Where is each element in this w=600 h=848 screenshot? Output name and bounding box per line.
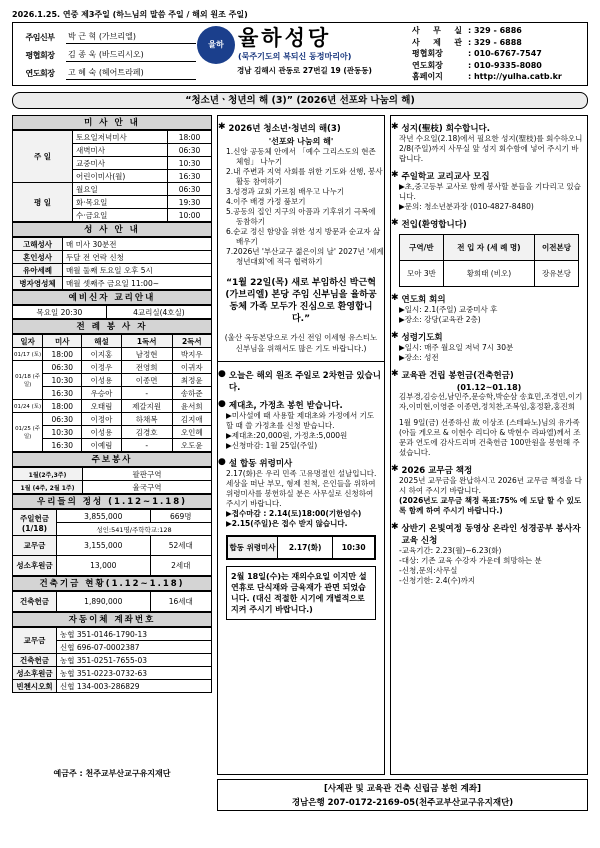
newcomer-table xyxy=(399,234,579,287)
tithe-heading xyxy=(391,464,587,476)
server-cell: 제갈지원 xyxy=(121,400,172,413)
offering-count: 669명 xyxy=(150,510,211,523)
service-title: 주보봉사 xyxy=(12,452,212,467)
server-cell: 10:30 xyxy=(43,426,82,439)
offering-note: 성인:541명/주학학교:128 xyxy=(57,523,212,536)
mass-table xyxy=(12,130,212,222)
mass-info-title: 미 사 안 내 xyxy=(12,115,212,130)
account-number: 농협 351-0251-7655-03 xyxy=(57,654,212,667)
church-name: 율하성당 xyxy=(238,25,332,50)
mass-time: 19:30 xyxy=(168,196,212,209)
offering-amount: 3,155,000 xyxy=(57,536,151,556)
circle-bullet-icon: ● xyxy=(218,457,226,467)
contact-value: : 010-6767-7547 xyxy=(468,49,542,58)
offering-count: 2세대 xyxy=(150,556,211,576)
candle-line: ▶미사설에 때 사용할 제대초와 가정에서 기도할 때 쓸 가정초를 신청 받습니다. xyxy=(226,411,375,430)
prayer-line: ▶장소: 성전 xyxy=(399,353,439,362)
offering-count: 52세대 xyxy=(150,536,211,556)
mass-time: 10:30 xyxy=(168,157,212,170)
tithe-note: (2026년도 교무금 책정 목표:75% 에 도달 할 수 있도록 함께 하여 주시기 바랍니다.) xyxy=(399,496,582,515)
prayer-line: ▶일시: 매주 월요일 저녁 7시 30분 xyxy=(399,343,514,352)
transfer-title: 자동이체 계좌번호 xyxy=(12,612,212,627)
deacon-line: ▶일시: 2.1(주일) 교중미사 후 xyxy=(399,305,498,314)
list-item: 5.공동의 집인 지구의 아픔과 기후위기 극복에 동참하기 xyxy=(226,207,376,226)
farewell-note: (울산 옥동본당으로 가신 전임 이세형 유스티노 신부님을 위해서도 많은 기도 바랍니다.) xyxy=(224,333,378,353)
sacrament-name: 유아세례 xyxy=(13,264,63,277)
server-cell: 이예림 xyxy=(82,439,121,452)
col-header: 이전본당 xyxy=(535,235,579,261)
deacon-line: ▶장소: 강당(교육관 2층) xyxy=(399,315,481,324)
server-date: 01/25 (주일) xyxy=(13,413,43,452)
col-header: 미사 xyxy=(43,335,82,348)
newcomer-area: 모아 3반 xyxy=(400,261,444,287)
memorial-time: 10:30 xyxy=(333,537,375,559)
youth-subtitle: '선포와 나눔의 해' xyxy=(268,137,334,146)
contact-key: 사 무 실 xyxy=(412,26,462,35)
gear-icon: ✱ xyxy=(391,122,399,132)
palm-heading xyxy=(391,122,587,134)
church-address: 경남 김해시 관동로 27번길 19 (관동동) xyxy=(237,66,372,75)
server-cell: 이성용 xyxy=(82,426,121,439)
account-number: 신협 696-07-0002387 xyxy=(57,641,212,654)
server-cell: 이귀자 xyxy=(172,361,211,374)
catechism-time: 목요일 20:30 xyxy=(13,306,107,319)
mass-name: 새벽미사 xyxy=(73,144,168,157)
server-cell: - xyxy=(121,439,172,452)
offering-title: 우리들의 정성 (1.12~1.18) xyxy=(12,494,212,509)
server-cell: 이성용 xyxy=(82,374,121,387)
server-cell: 하채복 xyxy=(121,413,172,426)
mass-name: 토요일저녁미사 xyxy=(73,131,168,144)
col-header: 구역/반 xyxy=(400,235,444,261)
gear-icon: ✱ xyxy=(391,369,399,379)
right-column xyxy=(390,115,588,775)
catechism-table xyxy=(12,305,212,319)
palm-text: 작년 수요일(2.18)에서 필요한 성지(聖枝)를 회수하오니 2/8(주일)까지 사무실 앞 성지 회수함에 넣어 주시기 바랍니다. xyxy=(399,134,583,163)
mass-time: 16:30 xyxy=(168,170,212,183)
server-cell: 10:30 xyxy=(43,374,82,387)
deacon-title: 연도회 회의 xyxy=(401,295,446,305)
overseas-text: 오늘은 해외 원조 주일로 2차헌금 있습니다. xyxy=(228,371,381,393)
newcomer-parish: 장유본당 xyxy=(535,261,579,287)
bible-heading xyxy=(391,522,587,546)
edu-thanks: 1월 9일(금) 선종하신 故 이상조 (스테파노)님의 유가족(아들 게오르 & 이현수 리디아 & 박현수 라파엘)께서 조문과 연도에 감사드리며 건축헌금 100만원을 봉헌해 주셨습니다. xyxy=(399,418,581,457)
deacon-heading xyxy=(391,293,587,305)
memorial-date: 2.17(화) xyxy=(278,537,333,559)
server-cell: 오인혜 xyxy=(172,426,211,439)
candle-title: 제대초, 가정초 봉헌 받습니다. xyxy=(228,401,343,411)
left-column xyxy=(12,115,212,693)
bible-line: -신청,문의:사무실 xyxy=(399,566,458,575)
weekday-label: 평 일 xyxy=(13,183,73,222)
account-label: 건축헌금 xyxy=(13,654,57,667)
contact-key: 평협회장 xyxy=(412,49,443,58)
pastor-role: 주임신부 xyxy=(25,32,55,42)
teacher-line: ▶초,중고등부 교사로 함께 봉사할 분들을 기다리고 있습니다. xyxy=(399,182,581,201)
list-item: 7.2026년 '부산교구 젊은이의 날' 2027년 '세계청년대회'에 적극 협력하기 xyxy=(226,247,384,266)
service-week: 1월 (4주, 2월 1주) xyxy=(13,481,83,494)
server-cell: 이정우 xyxy=(82,361,121,374)
sacrament-name: 고해성사 xyxy=(13,238,63,251)
col-header: 2독서 xyxy=(172,335,211,348)
donation-account-number: 경남은행 207-0172-2169-05(천주교부산교구유지재단) xyxy=(291,798,514,808)
memorial-box xyxy=(226,535,376,560)
pastor-row xyxy=(14,46,196,64)
offering-label: 교무금 xyxy=(13,536,57,556)
youth-heading xyxy=(218,122,384,134)
overseas-heading xyxy=(218,369,384,393)
pastor-name: 김 종 욱 (바드리시오) xyxy=(66,48,196,62)
pastor-list xyxy=(14,28,196,82)
gear-icon: ✱ xyxy=(391,331,399,341)
server-cell: 박지우 xyxy=(172,348,211,361)
ash-wednesday-note: 2월 18일(수)는 재의수요일 이지만 설연휴로 단식재와 금육재가 관면 되었습니다. (대신 적절한 시기에 개별적으로 지켜 주시기 바랍니다.) xyxy=(226,566,376,620)
contact-value: : 010-9335-8080 xyxy=(468,60,542,70)
building-amount: 1,890,000 xyxy=(57,592,151,612)
offering-label: 성소후원금 xyxy=(13,556,57,576)
contact-value: : 329 - 6886 xyxy=(468,26,522,35)
account-number: 농협 351-0223-0732-63 xyxy=(57,667,212,680)
sacrament-table xyxy=(12,237,212,290)
circle-bullet-icon: ● xyxy=(218,369,226,379)
server-cell: 최정윤 xyxy=(172,374,211,387)
list-item: 4.이주 배경 가정 품보기 xyxy=(226,197,306,206)
homepage-link[interactable]: : http://yulha.catb.kr xyxy=(468,72,562,81)
newcomer-heading xyxy=(391,218,587,230)
service-area: 팔판구역 xyxy=(83,468,212,481)
list-item: 3.성경과 교회 가르침 배우고 나누기 xyxy=(226,187,345,196)
church-logo-icon: 율하 xyxy=(197,26,235,64)
youth-title: 2026년 청소년·청년의 해(3) xyxy=(228,124,341,134)
newcomer-title: 전입(환영합니다) xyxy=(401,220,467,230)
account-owner: 예금주 : 천주교부산교구유지재단 xyxy=(53,769,171,778)
gear-icon: ✱ xyxy=(391,170,399,180)
date-line: 2026.1.25. 연중 제3주일 (하느님의 말씀 주일 / 해외 원조 주일) xyxy=(12,10,248,19)
circle-bullet-icon: ● xyxy=(218,399,226,409)
tithe-text: 2025년 교무금을 완납하시고 2026년 교무금 책정을 다시 하여 주시기 바랍니다. xyxy=(399,476,582,495)
contact-row xyxy=(412,25,588,37)
server-cell: 윤서희 xyxy=(172,400,211,413)
building-title: 건축기금 현황(1.12~1.18) xyxy=(12,576,212,591)
youth-list xyxy=(218,147,384,267)
memorial-deadline: ▶접수마감 : 2.14(토)18:00(기한엄수) xyxy=(226,509,362,518)
building-count: 16세대 xyxy=(150,592,211,612)
sacrament-info: 매 미사 30분전 xyxy=(63,238,212,251)
sacrament-name: 병자영성체 xyxy=(13,277,63,290)
offering-table xyxy=(12,509,212,576)
teacher-heading xyxy=(391,170,587,182)
memorial-label: 합동 위령미사 xyxy=(228,537,278,559)
server-cell: 이지홍 xyxy=(82,348,121,361)
sacrament-info: 두달 전 연락 신청 xyxy=(63,251,212,264)
mass-name: 월요일 xyxy=(73,183,168,196)
sacrament-title: 성 사 안 내 xyxy=(12,222,212,237)
edu-period: (01.12~01.18) xyxy=(456,383,522,392)
catechism-title: 예비신자 교리안내 xyxy=(12,290,212,305)
server-cell: 송하준 xyxy=(172,387,211,400)
mass-name: 교중미사 xyxy=(73,157,168,170)
contact-row xyxy=(412,60,588,72)
contact-value: : 329 - 6888 xyxy=(468,37,522,47)
gear-icon: ✱ xyxy=(391,293,399,303)
welcome-quote: “1월 22일(목) 새로 부임하신 박근혁(가브리엘) 본당 주임 신부님을 율하공동체 가족 모두가 진심으로 환영합니다.” xyxy=(225,278,377,324)
palm-title: 성지(聖枝) 회수합니다. xyxy=(401,124,490,134)
server-cell: 06:30 xyxy=(43,361,82,374)
edu-donor-names: 김부경,김승선,남민주,문승학,박순삼 송효민,조경민,이기자,이미현,이영준 이종면,정치찬,조복임,홍정환,홍진희 xyxy=(399,392,583,411)
col-header: 해설 xyxy=(82,335,121,348)
pastor-name: 박 근 혁 (가브리엘) xyxy=(66,30,196,44)
account-number: 농협 351-0146-1790-13 xyxy=(57,628,212,641)
contact-row xyxy=(412,48,588,60)
server-cell: 18:00 xyxy=(43,348,82,361)
server-cell: 김지애 xyxy=(172,413,211,426)
pastor-role: 평협회장 xyxy=(25,50,55,60)
memorial-text: 2.17(화)은 우리 민족 고유명절인 설날입니다. 세상을 떠난 부모, 형제 친척, 은인들을 위하여 위령미사를 봉헌하실 분은 사무실로 신청하여 주시기 바랍니다. xyxy=(226,469,377,508)
mass-time: 06:30 xyxy=(168,144,212,157)
mass-time: 10:00 xyxy=(168,209,212,222)
prayer-title: 성령기도회 xyxy=(401,333,443,343)
server-cell: 18:00 xyxy=(43,400,82,413)
server-date: 01/24 (토) xyxy=(13,400,43,413)
sacrament-info: 매월 둘째 토요일 오후 5시 xyxy=(63,264,212,277)
building-label: 건축헌금 xyxy=(13,592,57,612)
pastor-role: 연도회장 xyxy=(25,68,55,78)
contact-row xyxy=(412,37,588,49)
server-cell: 06:30 xyxy=(43,413,82,426)
server-cell: - xyxy=(121,387,172,400)
candle-heading xyxy=(218,399,384,411)
gear-icon: ✱ xyxy=(391,464,399,474)
teacher-title: 주일학교 교리교사 모집 xyxy=(401,172,490,182)
memorial-table xyxy=(227,536,375,559)
memorial-title: 설 합동 위령미사 xyxy=(228,459,293,469)
server-date: 01/18 (주일) xyxy=(13,361,43,400)
col-header: 1독서 xyxy=(121,335,172,348)
list-item: 2.내 주변과 지역 사회를 위한 기도와 선행, 봉사활동 참여하기 xyxy=(226,167,383,186)
bible-line: -대상: 기존 교육 수강자 가운데 희망하는 분 xyxy=(399,556,542,565)
mass-time: 06:30 xyxy=(168,183,212,196)
col-header: 전 입 자 (세 례 명) xyxy=(443,235,534,261)
contact-row[interactable] xyxy=(412,71,588,83)
service-week: 1월(2주,3주) xyxy=(13,468,83,481)
offering-amount: 3,855,000 xyxy=(57,510,151,523)
edu-title: 교육관 건립 봉헌금(건축헌금) xyxy=(401,371,514,381)
account-number: 신협 134-003-286829 xyxy=(57,680,212,693)
sacrament-info: 매월 셋째주 금요일 11:00~ xyxy=(63,277,212,290)
candle-line: ▶제대초:20,000원, 가정초:5,000원 xyxy=(226,431,348,440)
contact-key: 연도회장 xyxy=(412,60,443,70)
service-table xyxy=(12,467,212,494)
server-date: 01/17 (토) xyxy=(13,348,43,361)
donation-account-title: [사제관 및 교육관 건축 신립금 봉헌 계좌] xyxy=(324,784,481,794)
theme-banner: “청소년ㆍ청년의 해 (3)” (2026년 선포와 나눔의 해) xyxy=(12,92,588,109)
mass-name: 어린이미사(월) xyxy=(73,170,168,183)
server-cell: 16:30 xyxy=(43,387,82,400)
newcomer-box xyxy=(399,234,579,287)
pastor-row xyxy=(14,64,196,82)
teacher-line: ▶문의: 청소년분과장 (010-4827-8480) xyxy=(399,202,534,211)
col-header: 일자 xyxy=(13,335,43,348)
pastor-name: 고 혜 숙 (헤어트라페) xyxy=(66,66,196,80)
sacrament-name: 혼인성사 xyxy=(13,251,63,264)
server-cell: 오태림 xyxy=(82,400,121,413)
memorial-deadline: ▶2.15(주일)은 접수 받지 않습니다. xyxy=(226,519,348,528)
servers-table xyxy=(12,334,212,452)
account-label: 성소후원금 xyxy=(13,667,57,680)
middle-column xyxy=(217,115,385,775)
church-motto: (묵주기도의 복되신 동정마리아) xyxy=(238,52,352,61)
contact-key: 사 제 관 xyxy=(412,37,462,47)
list-item: 6.순교 정신 함양을 위한 성지 방문과 순교자 삶 배우기 xyxy=(226,227,381,246)
pastor-row xyxy=(14,28,196,46)
tithe-title: 2026 교무금 책정 xyxy=(401,466,473,476)
gear-icon: ✱ xyxy=(391,218,399,228)
server-cell: 오도윤 xyxy=(172,439,211,452)
contact-list xyxy=(412,25,588,83)
bible-title: 상반기 온빛여정 동영상 온라인 성경공부 봉사자 교육 신청 xyxy=(401,524,581,546)
server-cell: 우승아 xyxy=(82,387,121,400)
server-cell: 전영희 xyxy=(121,361,172,374)
memorial-heading xyxy=(218,457,384,469)
account-label: 교무금 xyxy=(13,628,57,654)
candle-line: ▶신청마감: 1월 25일(주일) xyxy=(226,441,318,450)
newcomer-name: 황희태 (비오) xyxy=(443,261,534,287)
mass-name: 화·목요일 xyxy=(73,196,168,209)
prayer-heading xyxy=(391,331,587,343)
catechism-place: 4교리실(4호실) xyxy=(106,306,211,319)
server-cell: 이정아 xyxy=(82,413,121,426)
building-table xyxy=(12,591,212,612)
bible-line: -교육기간: 2.23(월)~6.23(화) xyxy=(399,546,502,555)
mass-time: 18:00 xyxy=(168,131,212,144)
divider xyxy=(218,361,384,362)
server-cell: 이종면 xyxy=(121,374,172,387)
edu-heading xyxy=(391,369,587,381)
servers-title: 전 례 봉 사 자 xyxy=(12,319,212,334)
server-cell: 16:30 xyxy=(43,439,82,452)
server-cell: 남정현 xyxy=(121,348,172,361)
service-area: 율국구역 xyxy=(83,481,212,494)
server-cell: 김경호 xyxy=(121,426,172,439)
contact-key: 홈페이지 xyxy=(412,72,443,81)
donation-account-box xyxy=(217,779,588,811)
list-item: 1.신앙 공동체 안에서 「예수 그리스도의 현존 체험」 나누기 xyxy=(226,147,376,166)
offering-label: 주일헌금 (1/18) xyxy=(13,510,57,536)
gear-icon: ✱ xyxy=(218,122,226,132)
sunday-label: 주 일 xyxy=(13,131,73,183)
bible-line: -신청기한: 2.4(수)까지 xyxy=(399,576,476,585)
gear-icon: ✱ xyxy=(391,522,399,532)
transfer-table xyxy=(12,627,212,693)
mass-name: 수·금요일 xyxy=(73,209,168,222)
account-label: 빈첸시오회 xyxy=(13,680,57,693)
offering-amount: 13,000 xyxy=(57,556,151,576)
